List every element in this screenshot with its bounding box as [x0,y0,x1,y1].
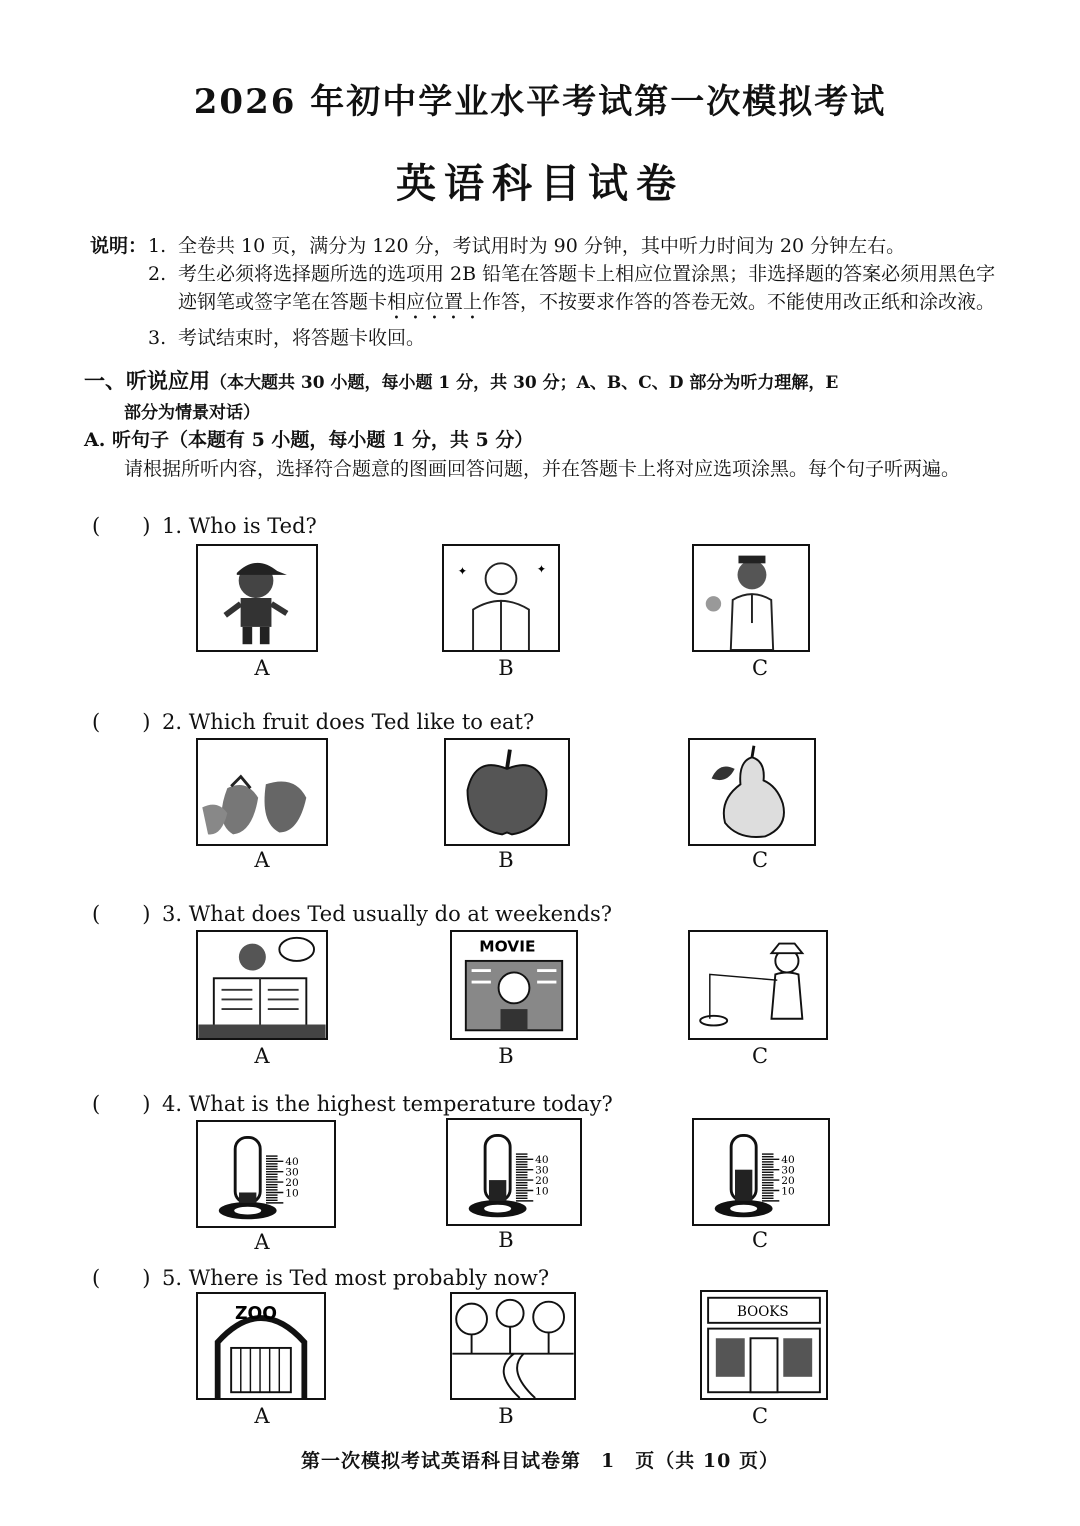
thermometer-base-highlight [484,1205,511,1213]
thermometer-scale-label: 40 [781,1154,795,1167]
picture-doctor[interactable] [692,544,810,652]
zoo-sign: ZOO [235,1304,278,1325]
thermometer-scale-label: 40 [285,1156,299,1169]
picture-thermometer-10[interactable] [196,1120,336,1228]
section-heading: 一、听说应用 [84,368,210,393]
exam-title: 2026 年初中学业水平考试第一次模拟考试 [193,82,887,122]
picture-thermometer-30[interactable] [692,1118,830,1226]
note-text: 考生必须将选择题所选的选项用 2B 铅笔在答题卡上相应位置涂黑；非选择题的答案必须用黑色字迹钢笔或签字笔在答题卡相应位置上作答，不按要求作答的答卷无效。不能使用改正纸和涂改液。 [178,263,996,313]
question-text: 5. Where is Ted most probably now? [162,1266,550,1290]
option-letter: C [751,1404,769,1428]
answer-blank[interactable]: ( ) [92,710,151,734]
question-4 [92,1088,792,1118]
picture-man-shirt[interactable] [442,544,560,652]
thermometer-base-highlight [234,1207,261,1215]
answer-blank[interactable]: ( ) [92,1092,151,1116]
thermometer-scale-label: 30 [781,1164,795,1177]
option-letter: B [498,1404,514,1428]
option-letter: B [498,848,514,872]
option-letter: C [751,848,769,872]
picture-fishing[interactable] [688,930,828,1040]
picture-pear[interactable] [688,738,816,846]
thermometer-scale-label: 30 [285,1166,299,1179]
picture-thermometer-20[interactable] [446,1118,582,1226]
thermometer-scale-label: 40 [535,1154,549,1167]
page-footer: 第一次模拟考试英语科目试卷第 1 页（共 10 页） [301,1450,779,1472]
thermometer-scale-label: 20 [285,1176,299,1189]
question-3 [92,898,792,928]
books-sign: BOOKS [737,1304,789,1321]
section-description: （本大题共 30 小题，每小题 1 分，共 30 分；A、B、C、D 部分为听力理解，E [210,373,839,393]
option-letter: A [254,656,270,680]
thermometer-scale-label: 20 [535,1174,549,1187]
option-letter: C [751,1228,769,1252]
question-5 [92,1262,792,1292]
answer-blank[interactable]: ( ) [92,514,151,538]
answer-blank[interactable]: ( ) [92,902,151,926]
picture-zoo[interactable] [196,1292,326,1400]
picture-park[interactable] [450,1292,576,1400]
picture-apple[interactable] [444,738,570,846]
thermometer-mercury [735,1170,752,1201]
question-text: 2. Which fruit does Ted like to eat? [162,710,535,734]
option-letter: A [254,1404,270,1428]
emphasized-text: 相应位置上 [387,291,483,313]
picture-movie-theater[interactable] [450,930,578,1040]
question-text: 4. What is the highest temperature today? [162,1092,613,1116]
part-a [84,426,1004,484]
note-text: 考试结束时，将答题卡收回。 [178,327,426,349]
thermometer-scale-label: 10 [535,1185,549,1198]
note-text: 全卷共 10 页，满分为 120 分，考试用时为 90 分钟，其中听力时间为 20 分钟左右。 [178,235,906,257]
question-text: 3. What does Ted usually do at weekends? [162,902,613,926]
instructions [90,232,1010,352]
question-2 [92,706,792,736]
option-letter: B [498,656,514,680]
svg-text:✦: ✦ [457,563,468,578]
picture-reading-newspaper[interactable] [196,930,328,1040]
note-number: 3. [148,327,167,349]
answer-blank[interactable]: ( ) [92,1266,151,1290]
option-letter: A [254,1044,270,1068]
option-letter: C [751,656,769,680]
instructions-label: 说明： [90,235,148,257]
thermometer-scale-label: 20 [781,1174,795,1187]
picture-strawberries[interactable] [196,738,328,846]
option-letter: B [498,1228,514,1252]
part-a-instruction: 请根据所听内容，选择符合题意的图画回答问题，并在答题卡上将对应选项涂黑。每个句子听两遍。 [124,458,961,480]
svg-text:✦: ✦ [536,561,547,576]
option-letter: A [254,848,270,872]
question-text: 1. Who is Ted? [162,514,317,538]
exam-subtitle: 英语科目试卷 [396,160,684,207]
thermometer-scale-label: 30 [535,1164,549,1177]
note-number: 2. [148,263,167,285]
part-a-heading: A. 听句子（本题有 5 小题，每小题 1 分，共 5 分） [84,429,534,451]
picture-boy-cap[interactable] [196,544,318,652]
thermometer-scale-label: 10 [285,1187,299,1200]
thermometer-base-highlight [730,1205,757,1213]
note-number: 1. [148,235,167,257]
movie-sign: MOVIE [479,937,536,956]
option-letter: C [751,1044,769,1068]
option-letter: A [254,1230,270,1254]
section-listening [84,366,1004,428]
question-1 [92,510,792,540]
thermometer-mercury [239,1192,256,1202]
picture-bookstore[interactable] [700,1290,828,1400]
thermometer-mercury [489,1180,506,1201]
option-letter: B [498,1044,514,1068]
section-description-cont: 部分为情景对话） [124,403,260,423]
thermometer-scale-label: 10 [781,1185,795,1198]
